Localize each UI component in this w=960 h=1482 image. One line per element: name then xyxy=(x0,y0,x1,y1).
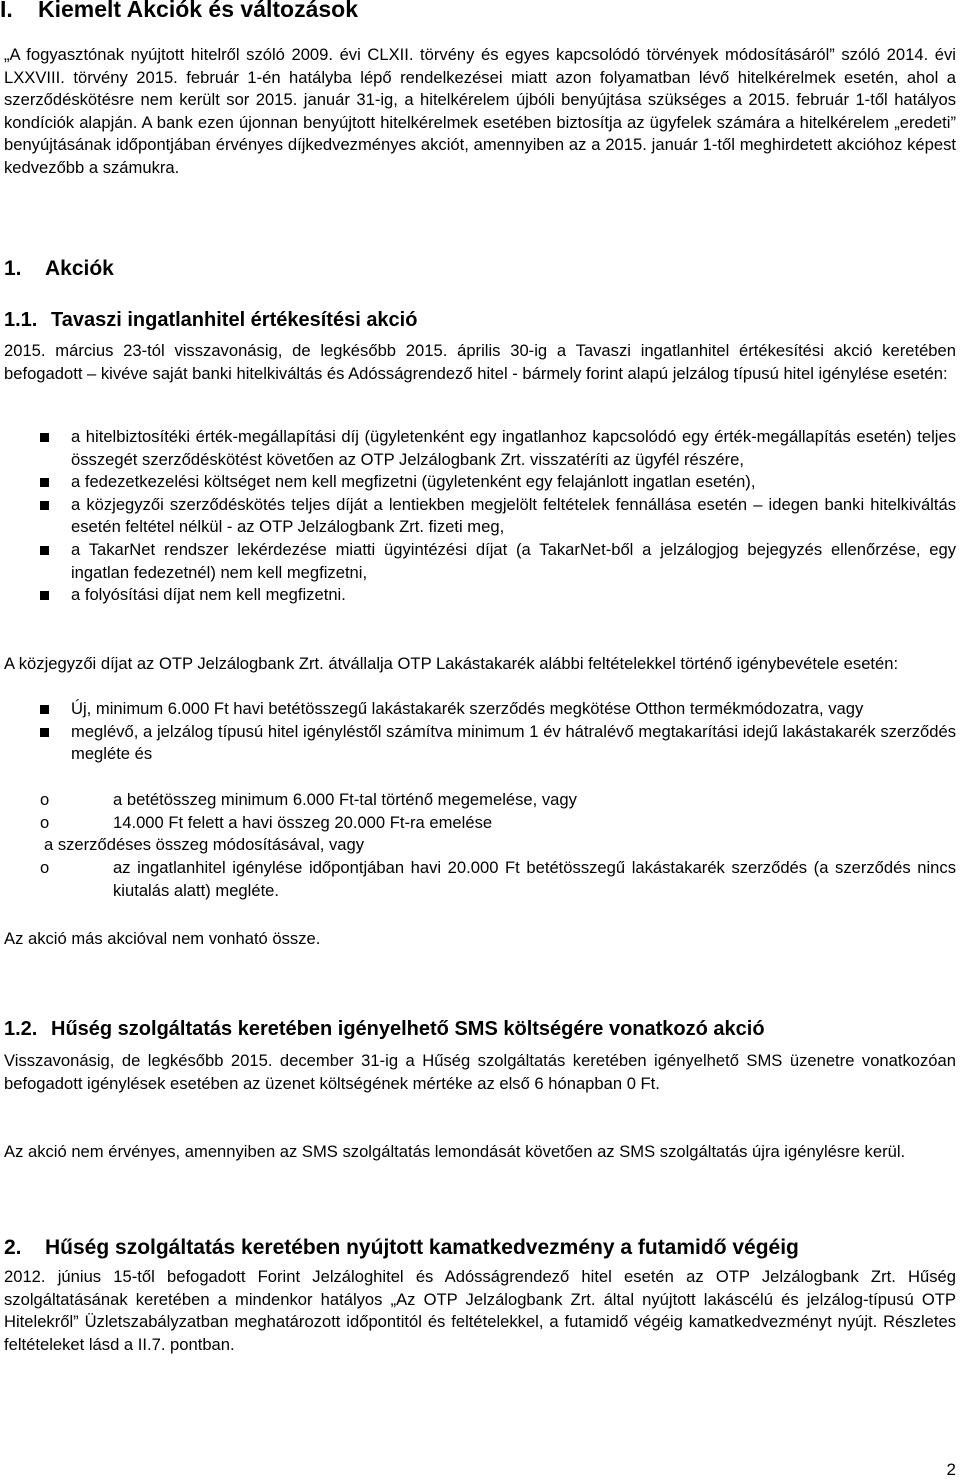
list-item: a folyósítási díjat nem kell megfizetni. xyxy=(40,584,956,607)
heading-sms-campaign xyxy=(4,1018,765,1041)
square-bullet-icon xyxy=(40,433,49,442)
page-number: 2 xyxy=(946,1460,956,1479)
contract-amount-line: a szerződéses összeg módosításával, vagy xyxy=(44,835,365,854)
list-item: o az ingatlanhitel igénylése időpontjában havi 20.000 Ft betétösszegű lakástakarék szerződés (a szerződés nincs kiutalás alatt) megléte. xyxy=(40,858,956,900)
list-item: o a betétösszeg minimum 6.000 Ft-tal történő megemelése, vagy xyxy=(40,789,956,812)
heading-loyalty-discount-title: Hűség szolgáltatás keretében nyújtott kamatkedvezmény a futamidő végéig xyxy=(45,1236,799,1259)
heading-spring-campaign xyxy=(4,309,417,332)
list-item: Új, minimum 6.000 Ft havi betétösszegű lakástakarék szerződés megkötése Otthon termékmódozatra, vagy xyxy=(40,698,956,721)
section-heading xyxy=(0,0,358,23)
heading-actions-number: 1. xyxy=(4,257,22,280)
square-bullet-icon xyxy=(40,591,49,600)
heading-actions xyxy=(4,257,114,281)
notary-conditions-list xyxy=(40,698,956,766)
sms-campaign-exclusion: Az akció nem érvényes, amennyiben az SMS szolgáltatás lemondását követően az SMS szolgáltatás újra igénylésre kerül. xyxy=(4,1142,906,1161)
not-combinable-note: Az akció más akcióval nem vonható össze. xyxy=(4,929,321,948)
list-item: a hitelbiztosítéki érték-megállapítási díj (ügyletenként egy ingatlanhoz kapcsolódó egy érték-megállapítás esetén) teljes összegét szerződéskötést követően az OTP Jelzálogbank Zrt. visszatéríti az ügyfél részére, xyxy=(40,426,956,471)
list-item: a fedezetkezelési költséget nem kell megfizetni (ügyletenként egy felajánlott ingatlan esetén), xyxy=(40,471,956,494)
circle-bullet-icon: o xyxy=(40,812,50,832)
list-item: a közjegyzői szerződéskötés teljes díját a lentiekben megjelölt feltételek fennállása esetén – idegen banki hitelkiváltás esetén feltétel nélkül - az OTP Jelzálogbank Zrt. fizeti meg, xyxy=(40,494,956,539)
heading-spring-campaign-number: 1.1. xyxy=(4,309,38,331)
heading-sms-campaign-title: Hűség szolgáltatás keretében igényelhető SMS költségére vonatkozó akció xyxy=(51,1018,765,1040)
spring-campaign-benefits-list xyxy=(40,426,956,607)
list-item: meglévő, a jelzálog típusú hitel igényléstől számítva minimum 1 év hátralévő megtakarítási idejű lakástakarék szerződés megléte és xyxy=(40,721,956,766)
heading-loyalty-discount xyxy=(4,1236,799,1260)
savings-sub-list-a xyxy=(40,789,956,834)
square-bullet-icon xyxy=(40,705,49,714)
square-bullet-icon xyxy=(40,478,49,487)
spring-campaign-paragraph: 2015. március 23-tól visszavonásig, de legkésőbb 2015. április 30-ig a Tavaszi ingatlanhitel értékesítési akció keretében befogadott – kivéve saját banki hitelkiváltás és Adósságrendező hitel - bármely forint alapú jelzálog típusú hitel igénylése esetén: xyxy=(4,341,956,383)
list-item: a TakarNet rendszer lekérdezése miatti ügyintézési díjat (a TakarNet-ből a jelzálogjog bejegyzés ellenőrzése, egy ingatlan fedezetnél) nem kell megfizetni, xyxy=(40,539,956,584)
heading-sms-campaign-number: 1.2. xyxy=(4,1018,38,1040)
list-item: o 14.000 Ft felett a havi összeg 20.000 Ft-ra emelése xyxy=(40,812,956,835)
circle-bullet-icon: o xyxy=(40,858,50,877)
heading-spring-campaign-title: Tavaszi ingatlanhitel értékesítési akció xyxy=(51,309,418,331)
sms-campaign-paragraph: Visszavonásig, de legkésőbb 2015. december 31-ig a Hűség szolgáltatás keretében igényelhető SMS üzenetre vonatkozóan befogadott igénylések esetében az üzenet költségének mértéke az első 6 hónapban 0 Ft. xyxy=(4,1051,956,1093)
savings-sub-list-b xyxy=(40,857,956,902)
heading-loyalty-discount-number: 2. xyxy=(4,1236,22,1259)
square-bullet-icon xyxy=(40,546,49,555)
loyalty-discount-paragraph: 2012. június 15-től befogadott Forint Jelzáloghitel és Adósságrendező hitel esetén az OTP Jelzálogbank Zrt. Hűség szolgáltatásának keretében a mindenkor hatályos „Az OTP Jelzálogbank Zrt. által nyújtott lakáscélú és jelzálog-típusú OTP Hitelekről” Üzletszabályzatban meghatározott időpontitól és feltételekkel, a futamidő végéig kamatkedvezményt nyújt. Részletes feltételeket lásd a II.7. pontban. xyxy=(4,1267,956,1354)
circle-bullet-icon: o xyxy=(40,790,50,809)
heading-actions-title: Akciók xyxy=(45,257,114,280)
intro-paragraph: „A fogyasztónak nyújtott hitelről szóló 2009. évi CLXII. törvény és egyes kapcsolódó törvények módosításáról” szóló 2014. évi LXXVIII. törvény 2015. február 1-én hatályba lépő rendelkezései miatt azon folyamatban lévő hitelkérelmek esetén, ahol a szerződéskötésre nem került sor 2015. január 31-ig, a hitelkérelem újbóli benyújtása szükséges a 2015. február 1-től hatályos kondíciók alapján. A bank ezen újonnan benyújtott hitelkérelmek esetében biztosítja az ügyfelek számára a hitelkérelem „eredeti” benyújtásának időpontjában érvényes díjkedvezményes akciót, amennyiben az a 2015. január 1-től meghirdetett akcióhoz képest kedvezőbb a számukra. xyxy=(4,45,956,177)
square-bullet-icon xyxy=(40,501,49,510)
notary-fee-paragraph: A közjegyzői díjat az OTP Jelzálogbank Zrt. átvállalja OTP Lakástakarék alábbi feltételekkel történő igénybevétele esetén: xyxy=(4,654,899,673)
square-bullet-icon xyxy=(40,728,49,737)
section-number: I. xyxy=(0,0,13,22)
section-title: Kiemelt Akciók és változások xyxy=(38,0,359,22)
